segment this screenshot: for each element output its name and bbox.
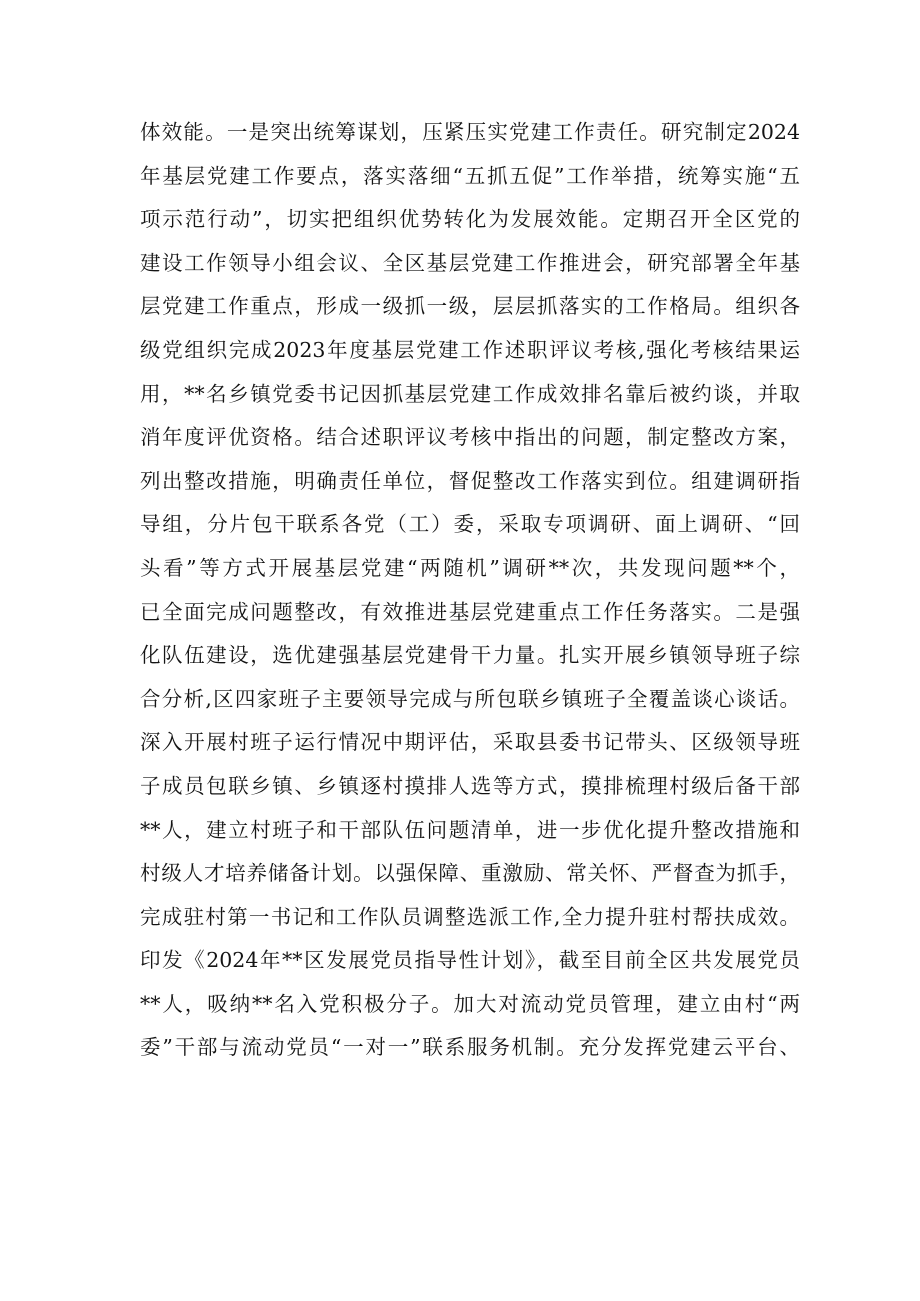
text-line: 建设工作领导小组会议、全区基层党建工作推进会，研究部署全年基 xyxy=(140,250,800,275)
text-line: 合分析,区四家班子主要领导完成与所包联乡镇班子全覆盖谈心谈话。 xyxy=(140,686,800,711)
text-line: 级党组织完成2023年度基层党建工作述职评议考核,强化考核结果运 xyxy=(140,337,800,362)
body-paragraph xyxy=(140,111,800,1070)
text-line: 委”干部与流动党员“一对一”联系服务机制。充分发挥党建云平台、 xyxy=(140,1035,800,1060)
text-line: 头看”等方式开展基层党建“两随机”调研**次，共发现问题**个， xyxy=(140,555,800,580)
text-line: 用，**名乡镇党委书记因抓基层党建工作成效排名靠后被约谈，并取 xyxy=(140,381,800,406)
text-line: 导组，分片包干联系各党（工）委，采取专项调研、面上调研、“回 xyxy=(140,512,800,537)
text-line: 消年度评优资格。结合述职评议考核中指出的问题，制定整改方案， xyxy=(140,425,800,450)
text-line: 印发《2024年**区发展党员指导性计划》，截至目前全区共发展党员 xyxy=(140,948,800,973)
text-line: 深入开展村班子运行情况中期评估，采取县委书记带头、区级领导班 xyxy=(140,730,800,755)
text-line: 化队伍建设，选优建强基层党建骨干力量。扎实开展乡镇领导班子综 xyxy=(140,643,800,668)
text-line: 层党建工作重点，形成一级抓一级，层层抓落实的工作格局。组织各 xyxy=(140,294,800,319)
text-line: **人，建立村班子和干部队伍问题清单，进一步优化提升整改措施和 xyxy=(140,817,800,842)
text-line: 子成员包联乡镇、乡镇逐村摸排人选等方式，摸排梳理村级后备干部 xyxy=(140,773,800,798)
text-line: 已全面完成问题整改，有效推进基层党建重点工作任务落实。二是强 xyxy=(140,599,800,624)
text-line: 年基层党建工作要点，落实落细“五抓五促”工作举措，统筹实施“五 xyxy=(140,163,800,188)
text-line: 体效能。一是突出统筹谋划，压紧压实党建工作责任。研究制定2024 xyxy=(140,120,800,144)
text-line: **人，吸纳**名入党积极分子。加大对流动党员管理，建立由村“两 xyxy=(140,991,800,1016)
text-line: 列出整改措施，明确责任单位，督促整改工作落实到位。组建调研指 xyxy=(140,468,800,493)
text-line: 村级人才培养储备计划。以强保障、重激励、常关怀、严督查为抓手， xyxy=(140,861,800,886)
text-line: 完成驻村第一书记和工作队员调整选派工作,全力提升驻村帮扶成效。 xyxy=(140,904,800,929)
text-line: 项示范行动”，切实把组织优势转化为发展效能。定期召开全区党的 xyxy=(140,207,800,232)
